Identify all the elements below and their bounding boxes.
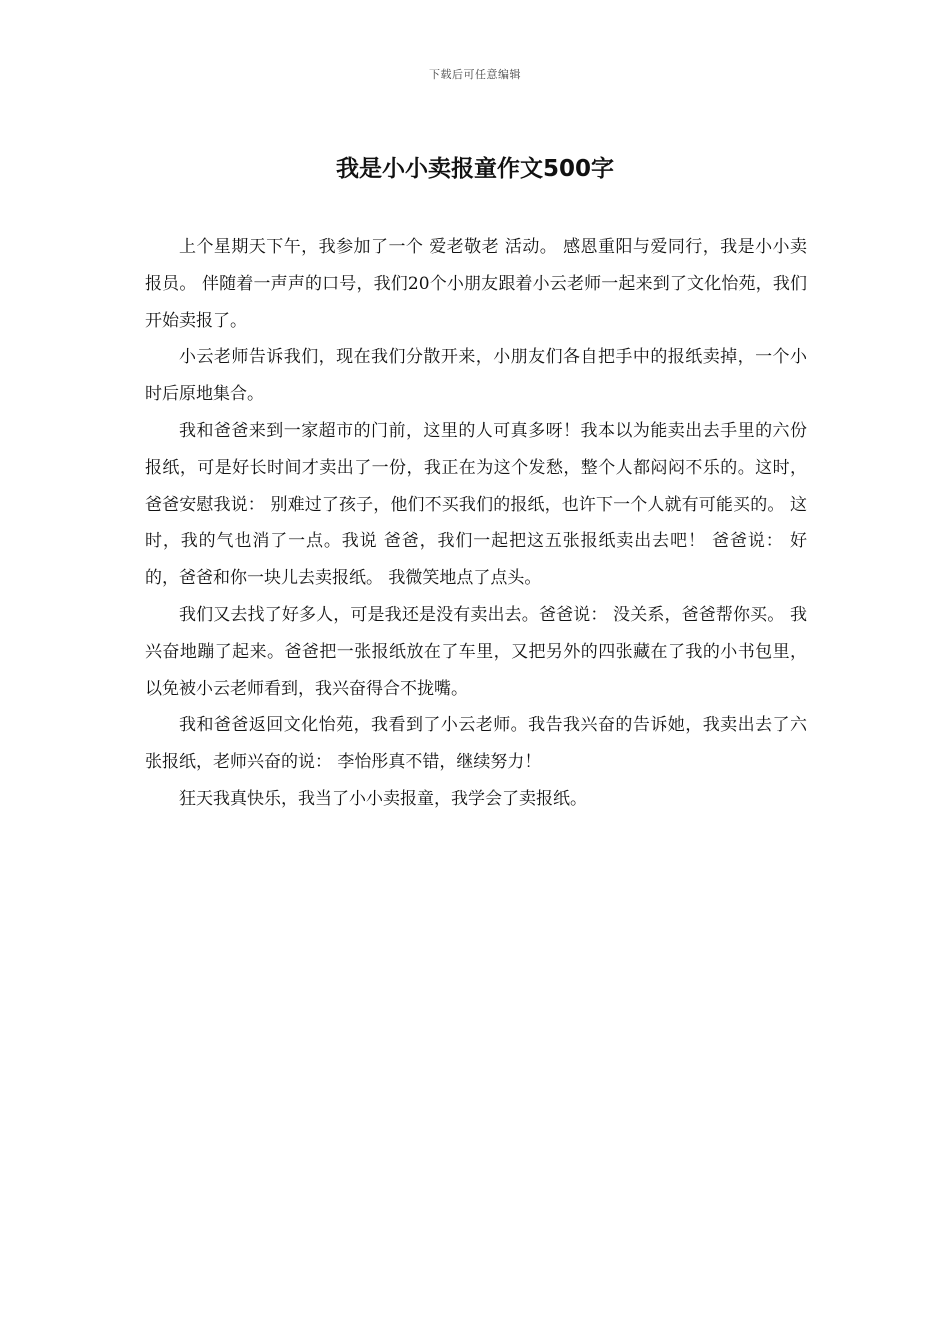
paragraph-4: 我们又去找了好多人，可是我还是没有卖出去。爸爸说： 没关系，爸爸帮你买。 我兴奋地蹦了起来。爸爸把一张报纸放在了车里，又把另外的四张藏在了我的小书包里，以免被小云老师看到，我兴奋得合不拢嘴。: [145, 604, 807, 699]
document-body: [145, 229, 807, 818]
paragraph-2: 小云老师告诉我们，现在我们分散开来，小朋友们各自把手中的报纸卖掉，一个小时后原地集合。: [145, 347, 807, 405]
paragraph-6: 狂天我真快乐，我当了小小卖报童，我学会了卖报纸。: [179, 788, 587, 809]
paragraph-3: 我和爸爸来到一家超市的门前，这里的人可真多呀！我本以为能卖出去手里的六份报纸，可是好长时间才卖出了一份，我正在为这个发愁，整个人都闷闷不乐的。这时，爸爸安慰我说： 别难过了孩子，他们不买我们的报纸，也许下一个人就有可能买的。 这时，我的气也消了一点。我说 爸爸，我们一起把这五张报纸卖出去吧！ 爸爸说： 好的，爸爸和你一块儿去卖报纸。 我微笑地点了点头。: [145, 420, 807, 589]
document-title: 我是小小卖报童作文500字: [335, 156, 614, 182]
paragraph-5: 我和爸爸返回文化怡苑，我看到了小云老师。我告我兴奋的告诉她，我卖出去了六张报纸，老师兴奋的说： 李怡彤真不错，继续努力！: [145, 715, 807, 773]
header-note: 下载后可任意编辑: [429, 68, 521, 81]
paragraph-1: 上个星期天下午，我参加了一个 爱老敬老 活动。 感恩重阳与爱同行，我是小小卖报员。 伴随着一声声的口号，我们20个小朋友跟着小云老师一起来到了文化怡苑，我们开始卖报了。: [145, 237, 807, 331]
